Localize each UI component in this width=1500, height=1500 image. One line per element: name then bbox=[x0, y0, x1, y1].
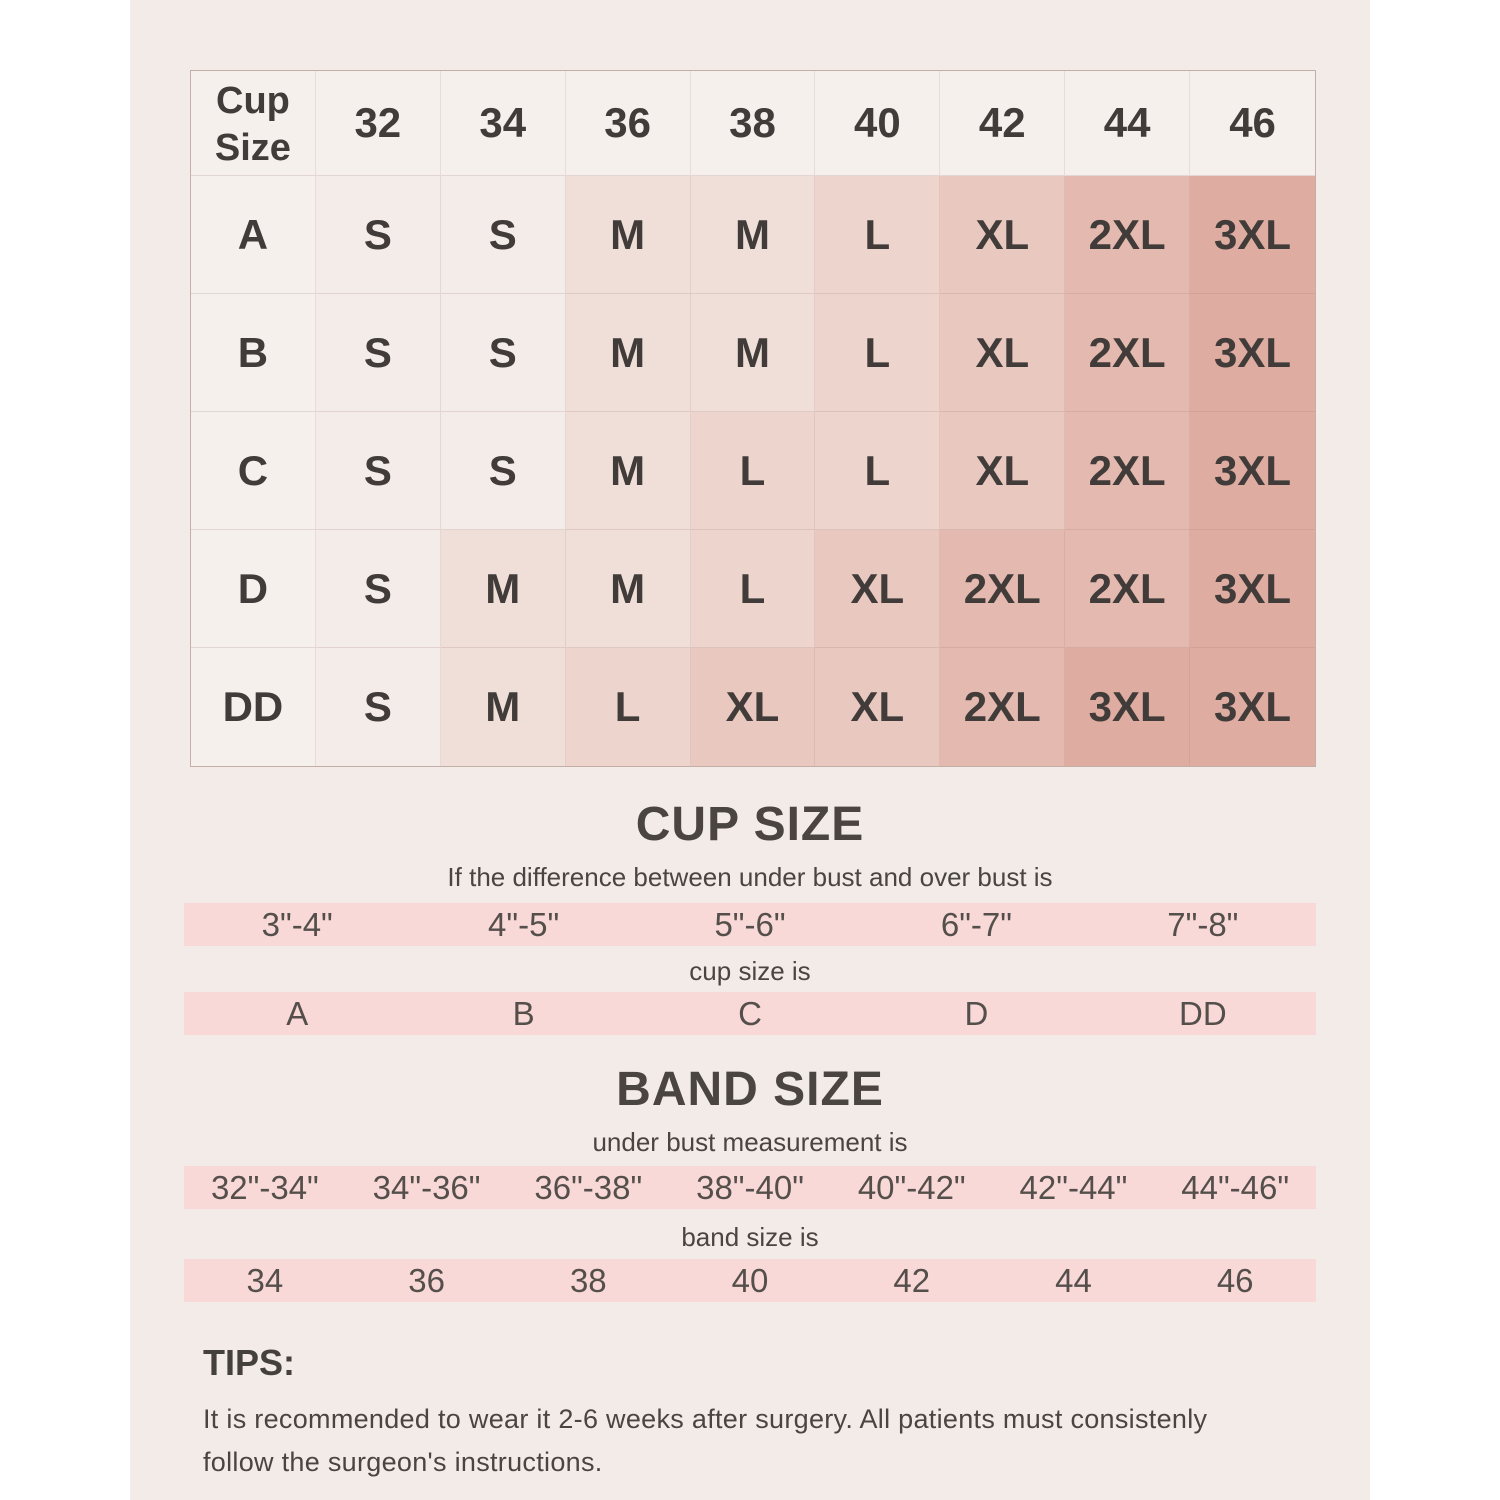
band-column-header: 36 bbox=[566, 71, 691, 176]
size-cell: 2XL bbox=[940, 648, 1065, 766]
cup-row-label: A bbox=[191, 176, 316, 294]
cup-size-section-title: CUP SIZE bbox=[635, 798, 865, 851]
band-column-header: 46 bbox=[1190, 71, 1315, 176]
size-cell: 2XL bbox=[1065, 176, 1190, 294]
size-chart-table bbox=[190, 70, 1316, 767]
size-cell: 3XL bbox=[1190, 648, 1315, 766]
band-size-value: 40 bbox=[731, 1261, 769, 1299]
cup-row-label: DD bbox=[191, 648, 316, 766]
cup-size-value: B bbox=[512, 994, 535, 1032]
band-column-header: 32 bbox=[316, 71, 441, 176]
size-cell: 2XL bbox=[1065, 412, 1190, 530]
corner-header-cell: Cup Size bbox=[191, 71, 316, 176]
underbust-measurement-value: 36"-38" bbox=[534, 1168, 643, 1206]
size-cell: 3XL bbox=[1190, 294, 1315, 412]
table-header-row bbox=[191, 71, 1315, 176]
band-size-result-band bbox=[184, 1259, 1316, 1302]
size-cell: S bbox=[441, 412, 566, 530]
size-cell: M bbox=[691, 176, 816, 294]
bust-difference-value: 5"-6" bbox=[714, 905, 786, 943]
cup-row-label: B bbox=[191, 294, 316, 412]
underbust-measurement-value: 38"-40" bbox=[696, 1168, 804, 1206]
cup-size-section-subtitle: If the difference between under bust and over bust is bbox=[447, 862, 1053, 892]
cup-row-label: C bbox=[191, 412, 316, 530]
underbust-measurement-value: 42"-44" bbox=[1019, 1168, 1128, 1206]
underbust-measurement-value: 32"-34" bbox=[210, 1168, 319, 1206]
cup-size-value: A bbox=[286, 994, 309, 1032]
size-cell: L bbox=[815, 412, 940, 530]
cup-size-value: C bbox=[738, 994, 762, 1032]
size-cell: S bbox=[316, 412, 441, 530]
bust-difference-band bbox=[184, 903, 1316, 946]
size-cell: XL bbox=[940, 412, 1065, 530]
size-cell: 2XL bbox=[940, 530, 1065, 648]
size-cell: S bbox=[441, 294, 566, 412]
size-cell: XL bbox=[691, 648, 816, 766]
band-size-value: 38 bbox=[569, 1261, 607, 1299]
size-cell: 2XL bbox=[1065, 294, 1190, 412]
size-cell: 2XL bbox=[1065, 530, 1190, 648]
size-cell: M bbox=[691, 294, 816, 412]
band-column-header: 40 bbox=[815, 71, 940, 176]
size-cell: S bbox=[316, 294, 441, 412]
size-cell: XL bbox=[940, 294, 1065, 412]
bust-difference-value: 7"-8" bbox=[1167, 905, 1239, 943]
cup-size-value: D bbox=[964, 994, 989, 1032]
size-cell: S bbox=[316, 648, 441, 766]
cup-size-connector-text: cup size is bbox=[689, 956, 811, 986]
tips-body-line: follow the surgeon's instructions. bbox=[203, 1446, 603, 1477]
table-row bbox=[191, 648, 1315, 766]
band-size-section-title: BAND SIZE bbox=[616, 1063, 884, 1116]
band-size-value: 46 bbox=[1216, 1261, 1254, 1299]
band-column-header: 38 bbox=[691, 71, 816, 176]
cup-size-value: DD bbox=[1178, 994, 1227, 1032]
cup-row-label: D bbox=[191, 530, 316, 648]
size-cell: L bbox=[691, 412, 816, 530]
band-column-header: 42 bbox=[940, 71, 1065, 176]
size-cell: L bbox=[815, 176, 940, 294]
tips-body bbox=[203, 1398, 1207, 1483]
size-cell: L bbox=[691, 530, 816, 648]
band-size-connector-text: band size is bbox=[681, 1222, 819, 1252]
size-cell: M bbox=[566, 412, 691, 530]
band-size-value: 36 bbox=[408, 1261, 445, 1299]
size-cell: 3XL bbox=[1065, 648, 1190, 766]
bust-difference-value: 4"-5" bbox=[488, 905, 560, 943]
band-size-section-subtitle: under bust measurement is bbox=[592, 1127, 908, 1157]
table-row bbox=[191, 412, 1315, 530]
band-column-header: 34 bbox=[441, 71, 566, 176]
size-cell: M bbox=[566, 530, 691, 648]
band-size-value: 34 bbox=[246, 1261, 284, 1299]
table-row bbox=[191, 530, 1315, 648]
size-cell: XL bbox=[815, 530, 940, 648]
size-cell: L bbox=[566, 648, 691, 766]
tips-heading: TIPS: bbox=[203, 1342, 296, 1383]
size-cell: S bbox=[316, 530, 441, 648]
size-cell: S bbox=[316, 176, 441, 294]
table-row bbox=[191, 176, 1315, 294]
underbust-measurement-value: 34"-36" bbox=[372, 1168, 481, 1206]
bust-difference-value: 3"-4" bbox=[261, 905, 333, 943]
band-size-value: 44 bbox=[1055, 1261, 1092, 1299]
bust-difference-value: 6"-7" bbox=[940, 905, 1012, 943]
size-cell: M bbox=[566, 294, 691, 412]
cup-size-result-band bbox=[184, 992, 1316, 1035]
underbust-measurement-band bbox=[184, 1166, 1316, 1209]
size-cell: S bbox=[441, 176, 566, 294]
underbust-measurement-value: 40"-42" bbox=[857, 1168, 966, 1206]
band-size-value: 42 bbox=[893, 1261, 931, 1299]
size-cell: M bbox=[441, 530, 566, 648]
size-cell: 3XL bbox=[1190, 530, 1315, 648]
size-cell: M bbox=[566, 176, 691, 294]
size-cell: M bbox=[441, 648, 566, 766]
size-cell: L bbox=[815, 294, 940, 412]
underbust-measurement-value: 44"-46" bbox=[1181, 1168, 1290, 1206]
size-cell: XL bbox=[940, 176, 1065, 294]
size-cell: 3XL bbox=[1190, 176, 1315, 294]
tips-body-line: It is recommended to wear it 2-6 weeks after surgery. All patients must consistenly bbox=[203, 1404, 1208, 1434]
size-cell: 3XL bbox=[1190, 412, 1315, 530]
size-cell: XL bbox=[815, 648, 940, 766]
table-row bbox=[191, 294, 1315, 412]
band-column-header: 44 bbox=[1065, 71, 1190, 176]
